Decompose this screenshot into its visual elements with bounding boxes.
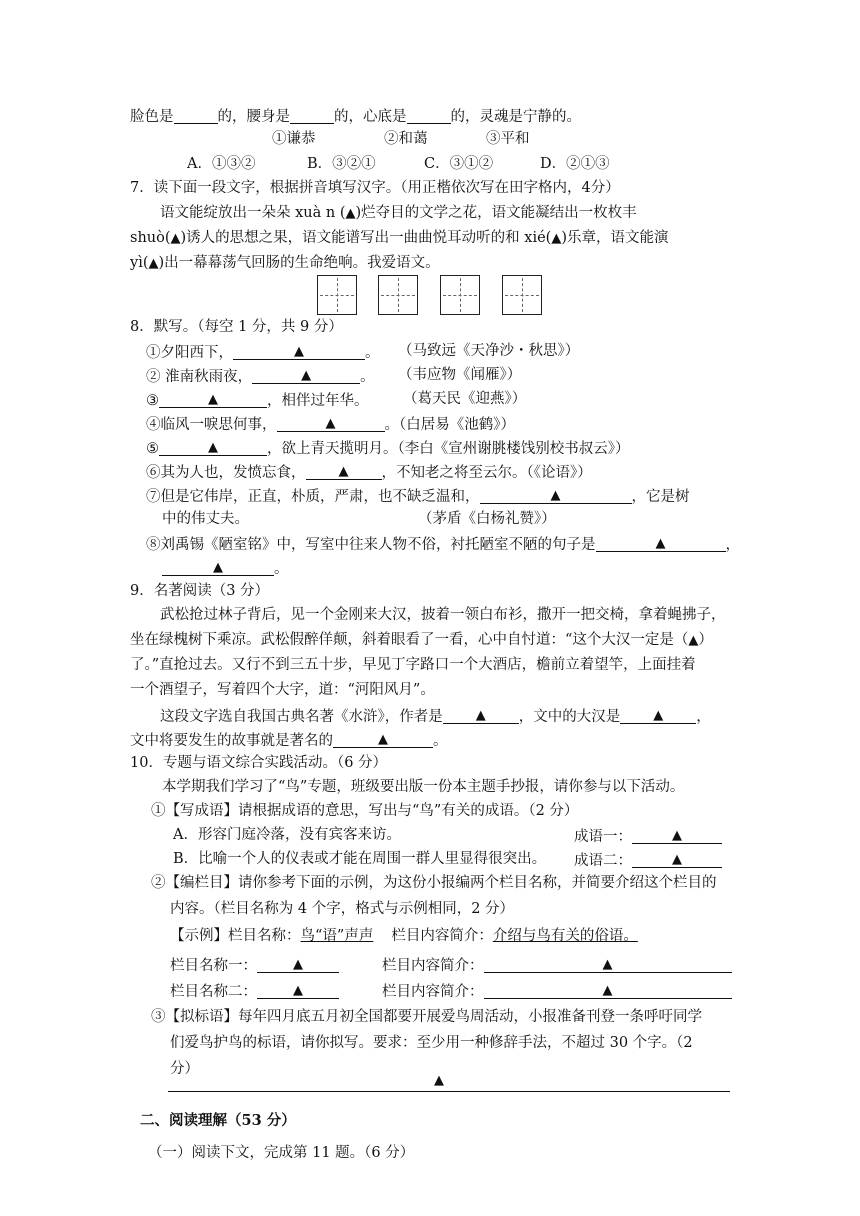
q8-item-2: ② 淮南秋雨夜，▲ 。: [146, 368, 375, 385]
q8-item-7: ⑦但是它伟岸，正直，朴质，严肃，也不缺乏温和，▲ ，它是树: [146, 488, 690, 505]
q10-step-3-cont-2: 分）: [170, 1061, 199, 1077]
answer-blank[interactable]: [620, 708, 696, 724]
section-2-subtitle: （一）阅读下文，完成第 11 题。（6 分）: [148, 1145, 415, 1161]
q10-step-3-cont: 们爱鸟护鸟的标语，请你拟写。要求：至少用一种修辞手法，不超过 30 个字。（2: [170, 1035, 693, 1051]
answer-marker: ▲: [148, 256, 159, 271]
choice-c[interactable]: C．③①②: [424, 156, 494, 172]
q8-item-1: ①夕阳西下，▲ 。: [146, 344, 380, 361]
answer-blank[interactable]: [159, 440, 267, 456]
intro-line: [130, 108, 581, 125]
q8-item-3: ③▲ ，相伴过年华。: [146, 392, 369, 409]
q10-step-1: ①【写成语】请根据成语的意思，写出与“鸟”有关的成语。（2 分）: [151, 803, 579, 819]
intro-text-2: 的，腰身是: [217, 109, 290, 125]
answer-blank[interactable]: [174, 108, 218, 124]
idiom-2: 成语二：▲: [574, 852, 722, 869]
q9-para-2: 坐在绿槐树下乘凉。武松假醉佯颠，斜着眼看了一看，心中自忖道：“这个大汉一定是（▲）: [130, 632, 713, 648]
answer-blank[interactable]: [277, 416, 385, 432]
answer-marker: ▲: [170, 231, 181, 246]
q8-source-7: （茅盾《白杨礼赞》）: [418, 511, 556, 527]
q7-line-3: yì(▲)出一幕幕荡气回肠的生命绝响。我爱语文。: [130, 255, 440, 271]
q9-para-3: 了。”直抢过去。又行不到三五十步，早见丁字路口一个大酒店，檐前立着望竿，上面挂着: [130, 657, 696, 673]
answer-blank[interactable]: [484, 983, 732, 999]
answer-blank[interactable]: [596, 536, 726, 552]
q8-item-5: ⑤▲ ，欲上青天揽明月。（李白《宣州谢朓楼饯别校书叔云》）: [146, 440, 630, 457]
q8-source-2: （韦应物《闻雁》）: [398, 367, 522, 383]
intro-option-1: ①谦恭: [272, 131, 316, 147]
q7-line-2: shuò(▲)诱人的思想之果，语文能谱写出一曲曲悦耳动听的和 xié(▲)乐章，语文能演: [130, 230, 669, 246]
intro-option-2: ②和蔼: [384, 131, 428, 147]
intro-option-3: ③平和: [486, 131, 530, 147]
answer-blank[interactable]: [632, 828, 722, 844]
q9-para-5: 这段文字选自我国古典名著《水浒》，作者是▲ ，文中的大汉是▲ ，: [160, 708, 711, 725]
answer-marker: ▲: [345, 206, 356, 221]
answer-blank[interactable]: [632, 852, 722, 868]
answer-blank[interactable]: [484, 957, 732, 973]
column-intro-2: 栏目内容简介：▲: [382, 983, 732, 1000]
answer-blank[interactable]: [306, 464, 382, 480]
q8-title: 8．默写。（每空 1 分，共 9 分）: [130, 319, 343, 335]
q10-option-a: A．形容门庭冷落，没有宾客来访。: [173, 827, 401, 843]
intro-text-4: 的，灵魂是宁静的。: [450, 109, 581, 125]
answer-blank[interactable]: [162, 560, 274, 576]
choice-d[interactable]: D．②①③: [540, 156, 610, 172]
example-column-intro: 介绍与鸟有关的俗语。: [492, 928, 638, 944]
answer-blank[interactable]: [290, 108, 334, 124]
q10-step-2: ②【编栏目】请你参考下面的示例，为这份小报编两个栏目名称，并简要介绍这个栏目的: [151, 875, 717, 891]
answer-blank[interactable]: [443, 708, 519, 724]
choice-b[interactable]: B．③②①: [307, 156, 376, 172]
q10-intro: 本学期我们学习了“鸟”专题，班级要出版一份本主题手抄报，请你参与以下活动。: [162, 779, 685, 795]
column-intro-1: 栏目内容简介：▲: [382, 957, 732, 974]
example-column-name: 鸟“语”声声: [300, 928, 374, 944]
answer-marker: ▲: [551, 231, 562, 246]
slogan-answer-line[interactable]: [168, 1091, 730, 1092]
q10-step-3: ③【拟标语】每年四月底五月初全国都要开展爱鸟周活动，小报准备刊登一条呼吁同学: [151, 1009, 702, 1025]
q9-para-1: 武松抢过林子背后，见一个金刚来大汉，披着一领白布衫，撒开一把交椅，拿着蝇拂子，: [160, 607, 726, 623]
answer-blank[interactable]: [159, 392, 267, 408]
intro-text-1: 脸色是: [130, 109, 174, 125]
answer-blank[interactable]: [257, 957, 339, 973]
tianzige-box-4[interactable]: [502, 275, 542, 315]
q9-title: 9．名著阅读（3 分）: [130, 583, 270, 599]
q8-item-7-cont: 中的伟丈夫。: [162, 511, 249, 527]
q7-line-1: 语文能绽放出一朵朵 xuà n (▲)烂夺目的文学之花，语文能凝结出一枚枚丰: [160, 205, 637, 221]
q8-source-3: （葛天民《迎燕》）: [403, 391, 527, 407]
q10-example: 【示例】栏目名称：鸟“语”声声 栏目内容简介：介绍与鸟有关的俗语。: [170, 928, 638, 944]
choice-a[interactable]: A．①③②: [187, 156, 256, 172]
q10-step-2-cont: 内容。（栏目名称为 4 个字，格式与示例相同，2 分）: [170, 901, 515, 917]
idiom-1: 成语一：▲: [574, 828, 722, 845]
answer-blank[interactable]: [233, 344, 365, 360]
column-name-2: 栏目名称二：▲: [170, 983, 339, 1000]
answer-marker: ▲: [434, 1073, 444, 1088]
intro-text-3: 的，心底是: [334, 109, 407, 125]
answer-blank[interactable]: [252, 368, 360, 384]
q8-source-1: （马致远《天净沙・秋思》）: [398, 343, 580, 359]
answer-blank[interactable]: [407, 108, 451, 124]
q10-option-b: B．比喻一个人的仪表或才能在周围一群人里显得很突出。: [173, 851, 547, 867]
answer-blank[interactable]: [257, 983, 339, 999]
answer-blank[interactable]: [480, 488, 632, 504]
answer-marker: ▲: [688, 633, 699, 648]
q8-item-6: ⑥其为人也，发愤忘食，▲ ，不知老之将至云尔。（《论语》）: [146, 464, 592, 481]
q8-item-4: ④临风一唳思何事，▲ 。（白居易《池鹤》）: [146, 416, 515, 433]
q9-para-6: 文中将要发生的故事就是著名的▲ 。: [130, 732, 448, 749]
tianzige-box-3[interactable]: [440, 275, 480, 315]
q9-para-4: 一个酒望子，写着四个大字，道：“河阳风月”。: [130, 682, 435, 698]
tianzige-box-2[interactable]: [378, 275, 418, 315]
q8-item-8-cont: ▲。: [162, 560, 289, 577]
tianzige-box-1[interactable]: [317, 275, 357, 315]
column-name-1: 栏目名称一：▲: [170, 957, 339, 974]
q7-title: 7．读下面一段文字，根据拼音填写汉字。（用正楷依次写在田字格内，4分）: [130, 180, 620, 196]
q10-title: 10．专题与语文综合实践活动。（6 分）: [130, 755, 388, 771]
q8-item-8: ⑧刘禹锡《陋室铭》中，写室中往来人物不俗，衬托陋室不陋的句子是▲ ，: [146, 536, 740, 553]
answer-blank[interactable]: [333, 732, 433, 748]
section-2-title: 二、阅读理解（53 分）: [140, 1112, 296, 1129]
